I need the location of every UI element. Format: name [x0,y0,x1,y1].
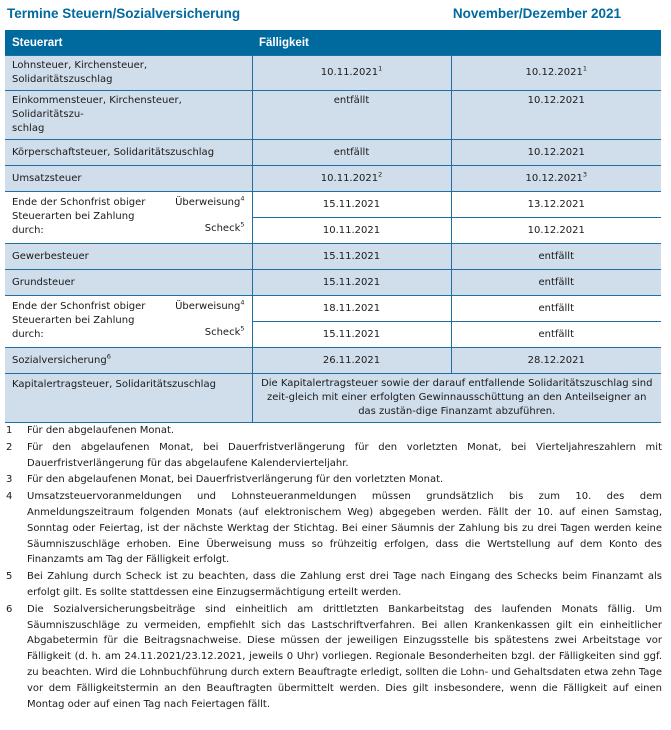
footnote-ref[interactable]: 1 [582,64,587,73]
footnote-3: 3 Für den abgelaufenen Monat, bei Dauerfristverlängerung für den vorletzten Monat. [6,474,444,486]
kapitalertrag-note: Die Kapitalertragsteuer sowie der darauf entfallende Solidaritätszuschlag sind zeit-gleich mit einer erfolgten Gewinnausschüttung an den Anteilseigner an das zustän-dige Finanzamt abzuführen. [252,374,661,423]
row-label: Sozialversicherung$^6$ [5,348,252,374]
table-row [5,56,661,91]
due-december-cheque: 10.12.2021 [451,218,661,244]
footnote-ref[interactable]: 5 [240,220,245,229]
row-label: Grundsteuer [5,270,252,296]
column-header-steuerart: Steuerart [5,30,252,56]
row-label: Gewerbesteuer [5,244,252,270]
row-label: Kapitalertragsteuer, Solidaritätszuschlag [5,374,252,423]
footnote-ref[interactable]: 2 [378,170,383,179]
footnote-4: 4 Umsatzsteuervoranmeldungen und Lohnsteueranmeldungen müssen grundsätzlich bis zum 10. des dem Anmeldungszeitraum folgenden Monats (auf elektronischem Weg) abgegeben werden. Fällt der 10. auf einen Samstag, Sonntag oder Feiertag, ist der nächste Werktag der Stichtag. Bei einer Säumnis der Zahlung bis zu drei Tagen werden keine Säumniszuschläge erhoben. Eine Überweisung muss so frühzeitig erfolgen, dass die Wertstellung auf dem Konto des Finanzamts am Tag der Fälligkeit erfolgt. [6,491,662,566]
table-row [5,270,661,296]
table-header-row [5,30,661,56]
due-december: 10.12.2021$^1$ [451,56,661,91]
table-row [5,244,661,270]
footnote-1: 1 Für den abgelaufenen Monat. [6,425,175,436]
due-november-transfer: 15.11.2021 [252,192,451,218]
due-december: 10.12.2021$^3$ [451,166,661,192]
due-november: entfällt [252,140,451,166]
table-row [5,374,661,423]
footnote-ref[interactable]: 1 [378,64,383,73]
payment-method-transfer: Überweisung$^4$ [175,298,245,312]
tax-deadlines-table [5,30,661,423]
due-december: entfällt [451,270,661,296]
due-november-cheque: 10.11.2021 [252,218,451,244]
due-november: 10.11.2021$^1$ [252,56,451,91]
due-december-transfer: entfällt [451,296,661,322]
footnote-ref[interactable]: 4 [240,194,245,203]
row-label: Lohnsteuer, Kirchensteuer, Solidaritätszuschlag [5,56,252,91]
footnote-ref[interactable]: 4 [240,298,245,307]
table-row [5,166,661,192]
table-row [5,140,661,166]
due-december: 10.12.2021 [451,140,661,166]
row-label-schonfrist: Ende der Schonfrist obiger Steuerarten bei Zahlung durch: Überweisung$^4$ Scheck$^5$ [5,296,252,348]
due-november-cheque: 15.11.2021 [252,322,451,348]
due-november: entfällt [252,91,451,140]
page-title: Termine Steuern/Sozialversicherung [7,5,241,21]
footnote-2: 2 Für den abgelaufenen Monat, bei Dauerfristverlängerung für den vorletzten Monat, bei Vierteljahreszahlern mit Dauerfristverlängerung für das abgelaufene Kalendervierteljahr. [6,441,662,469]
footnote-6: 6 Die Sozialversicherungsbeiträge sind einheitlich am drittletzten Bankarbeitstag des laufenden Monats fällig. Um Säumniszuschläge zu vermeiden, empfiehlt sich das Lastschriftverfahren. Bei allen Krankenkassen gilt ein einheitlicher Abgabetermin für die Beitragsnachweise. Diese müssen der jeweiligen Einzugsstelle bis spätestens zwei Arbeitstage vor Fälligkeit (d. h. am 24.11.2021/23.12.2021, jeweils 0 Uhr) vorliegen. Regionale Besonderheiten bzgl. der Fälligkeiten sind ggf. zu beachten. Wird die Lohnbuchführung durch extern Beauftragte erledigt, sollten die Lohn- und Gehaltsdaten etwa zehn Tage vor dem Fälligkeitstermin an den Beauftragten übermittelt werden. Dies gilt insbesondere, wenn die Fälligkeit auf einen Montag oder auf einen Tag nach Feiertagen fällt. [6,603,662,710]
payment-method-transfer: Überweisung$^4$ [175,194,245,208]
footnotes [6,423,662,713]
page-header [7,3,661,23]
period-label: November/Dezember 2021 [452,5,621,21]
due-december-transfer: 13.12.2021 [451,192,661,218]
row-label: Körperschaftsteuer, Solidaritätszuschlag [5,140,252,166]
footnote-ref[interactable]: 6 [106,352,111,361]
due-november: 26.11.2021 [252,348,451,374]
due-november: 15.11.2021 [252,270,451,296]
row-label: Einkommensteuer, Kirchensteuer, Solidaritätszu- schlag [5,91,252,140]
due-december: 28.12.2021 [451,348,661,374]
column-header-blank [451,30,661,56]
table-row-schonfrist [5,296,661,322]
due-november-transfer: 18.11.2021 [252,296,451,322]
footnote-ref[interactable]: 5 [240,324,245,333]
due-december: entfällt [451,244,661,270]
footnote-5: 5 Bei Zahlung durch Scheck ist zu beachten, dass die Zahlung erst drei Tage nach Eingang des Schecks beim Finanzamt als erfolgt gilt. Es sollte stattdessen eine Einzugsermächtigung erteilt werden. [6,571,662,598]
table-row [5,348,661,374]
row-label-schonfrist: Ende der Schonfrist obiger Steuerarten bei Zahlung durch: Überweisung$^4$ Scheck$^5$ [5,192,252,244]
column-header-faelligkeit: Fälligkeit [252,30,451,56]
payment-method-cheque: Scheck$^5$ [204,324,245,338]
table-row-schonfrist [5,192,661,218]
table-row [5,91,661,140]
row-label: Umsatzsteuer [5,166,252,192]
payment-method-cheque: Scheck$^5$ [204,220,245,234]
footnote-ref[interactable]: 3 [582,170,587,179]
due-november: 10.11.2021$^2$ [252,166,451,192]
due-november: 15.11.2021 [252,244,451,270]
due-december: 10.12.2021 [451,91,661,140]
due-december-cheque: entfällt [451,322,661,348]
